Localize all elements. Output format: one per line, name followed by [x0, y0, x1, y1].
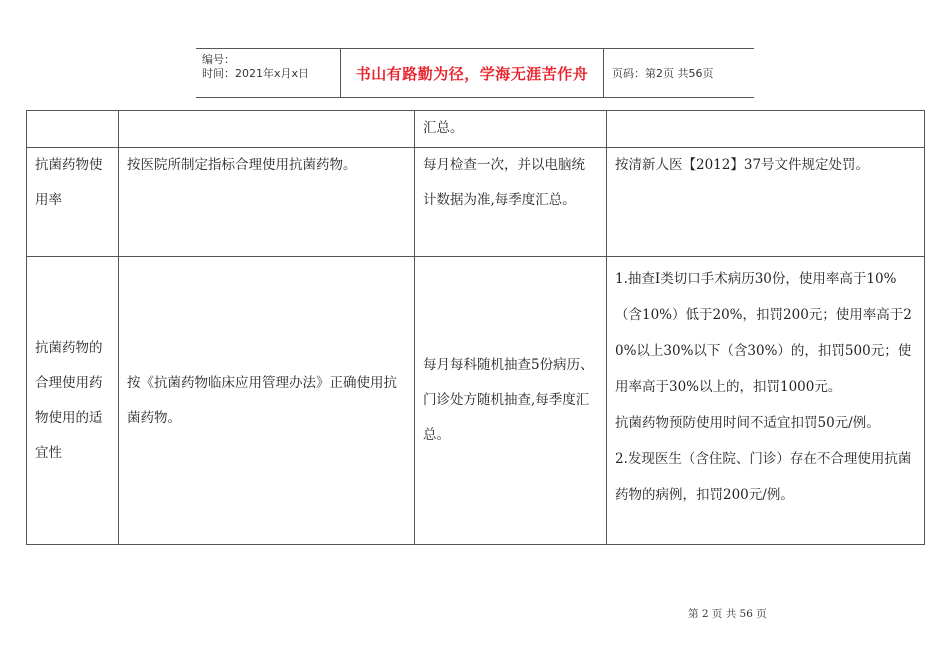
table-cell: 汇总。 — [415, 111, 607, 148]
method-cell: 每月检查一次，并以电脑统计数据为准,每季度汇总。 — [415, 148, 607, 257]
penalty-cell — [607, 257, 925, 545]
table-row — [27, 148, 925, 257]
requirement-cell: 按《抗菌药物临床应用管理办法》正确使用抗菌药物。 — [119, 257, 415, 545]
penalty-cell: 按清新人医【2012】37号文件规定处罚。 — [607, 148, 925, 257]
item-cell: 抗菌药物使用率 — [27, 148, 119, 257]
number-label: 编号： — [202, 53, 235, 66]
table-cell — [119, 111, 415, 148]
table-cell — [27, 111, 119, 148]
method-cell: 每月每科随机抽查5份病历、门诊处方随机抽查,每季度汇总。 — [415, 257, 607, 545]
page-header — [196, 48, 754, 98]
header-meta — [196, 49, 340, 97]
requirement-cell: 按医院所制定指标合理使用抗菌药物。 — [119, 148, 415, 257]
table-row — [27, 257, 925, 545]
penalty-line: 2.发现医生（含住院、门诊）存在不合理使用抗菌药物的病例，扣罚200元/例。 — [615, 451, 912, 503]
header-motto-cell — [340, 49, 604, 97]
header-page-cell — [604, 49, 754, 97]
table-cell — [607, 111, 925, 148]
assessment-table — [26, 110, 925, 545]
penalty-line: 抗菌药物预防使用时间不适宜扣罚50元/例。 — [615, 415, 880, 431]
time-label: 时间：2021年x月x日 — [202, 67, 310, 80]
motto: 书山有路勤为径，学海无涯苦作舟 — [355, 64, 589, 83]
penalty-line: 1.抽查I类切口手术病历30份，使用率高于10%（含10%）低于20%，扣罚200元；使用率高于20%以上30%以下（含30%）的，扣罚500元；使用率高于30%以上的，扣罚1000元。 — [615, 271, 912, 395]
table-row — [27, 111, 925, 148]
item-cell: 抗菌药物的合理使用药物使用的适宜性 — [27, 257, 119, 545]
page-footer: 第 2 页 共 56 页 — [688, 608, 767, 620]
page-label: 页码：第2页 共56页 — [612, 67, 714, 80]
